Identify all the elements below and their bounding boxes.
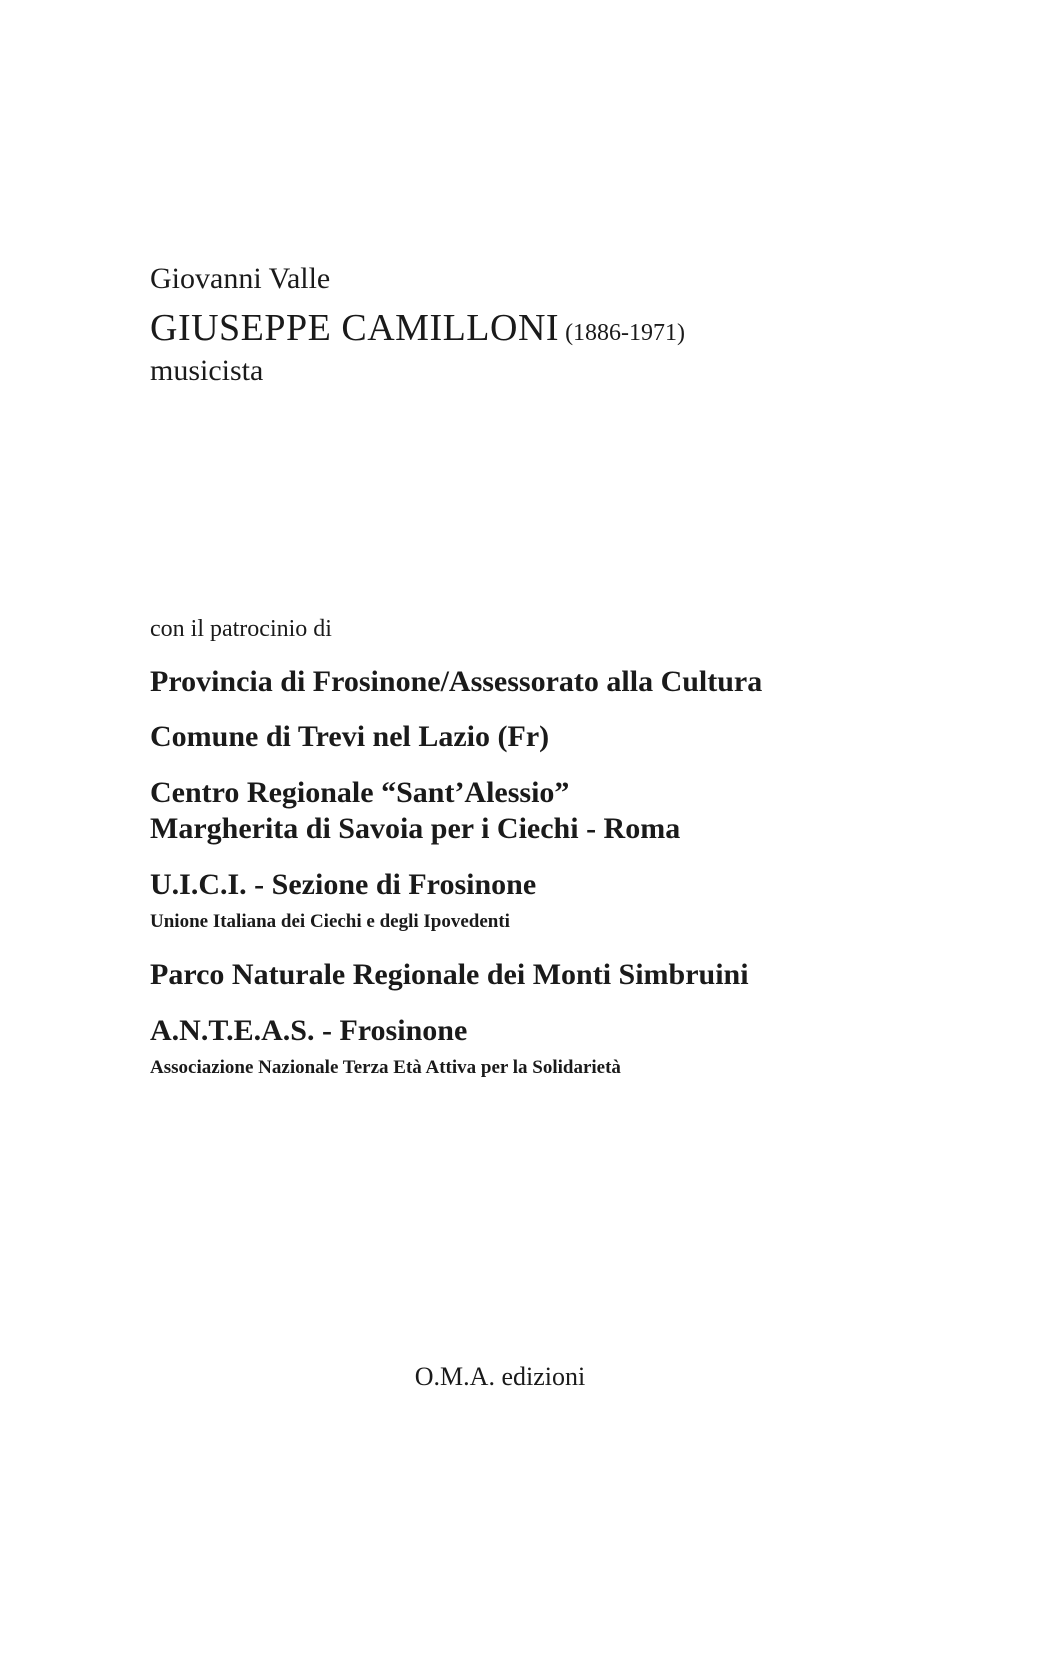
book-title: GIUSEPPE CAMILLONI	[150, 307, 560, 349]
patron-provincia: Provincia di Frosinone/Assessorato alla Cultura	[150, 665, 763, 698]
patron-anteas: A.N.T.E.A.S. - Frosinone	[150, 1014, 468, 1047]
patron-centro-line1: Centro Regionale “Sant’Alessio”	[150, 776, 570, 809]
book-subtitle: musicista	[150, 354, 264, 387]
patron-anteas-detail: Associazione Nazionale Terza Età Attiva per la Solidarietà	[150, 1057, 621, 1078]
patron-centro-line2: Margherita di Savoia per i Ciechi - Roma	[150, 812, 681, 845]
publisher-name: O.M.A. edizioni	[414, 1362, 586, 1391]
patron-comune: Comune di Trevi nel Lazio (Fr)	[150, 720, 550, 753]
book-title-line	[150, 306, 685, 350]
patronage-intro: con il patrocinio di	[150, 616, 332, 642]
patron-uici: U.I.C.I. - Sezione di Frosinone	[150, 868, 537, 901]
patron-parco: Parco Naturale Regionale dei Monti Simbruini	[150, 958, 749, 991]
patron-uici-detail: Unione Italiana dei Ciechi e degli Ipovedenti	[150, 911, 510, 932]
book-dates: (1886-1971)	[565, 320, 686, 346]
author-name: Giovanni Valle	[150, 262, 331, 295]
